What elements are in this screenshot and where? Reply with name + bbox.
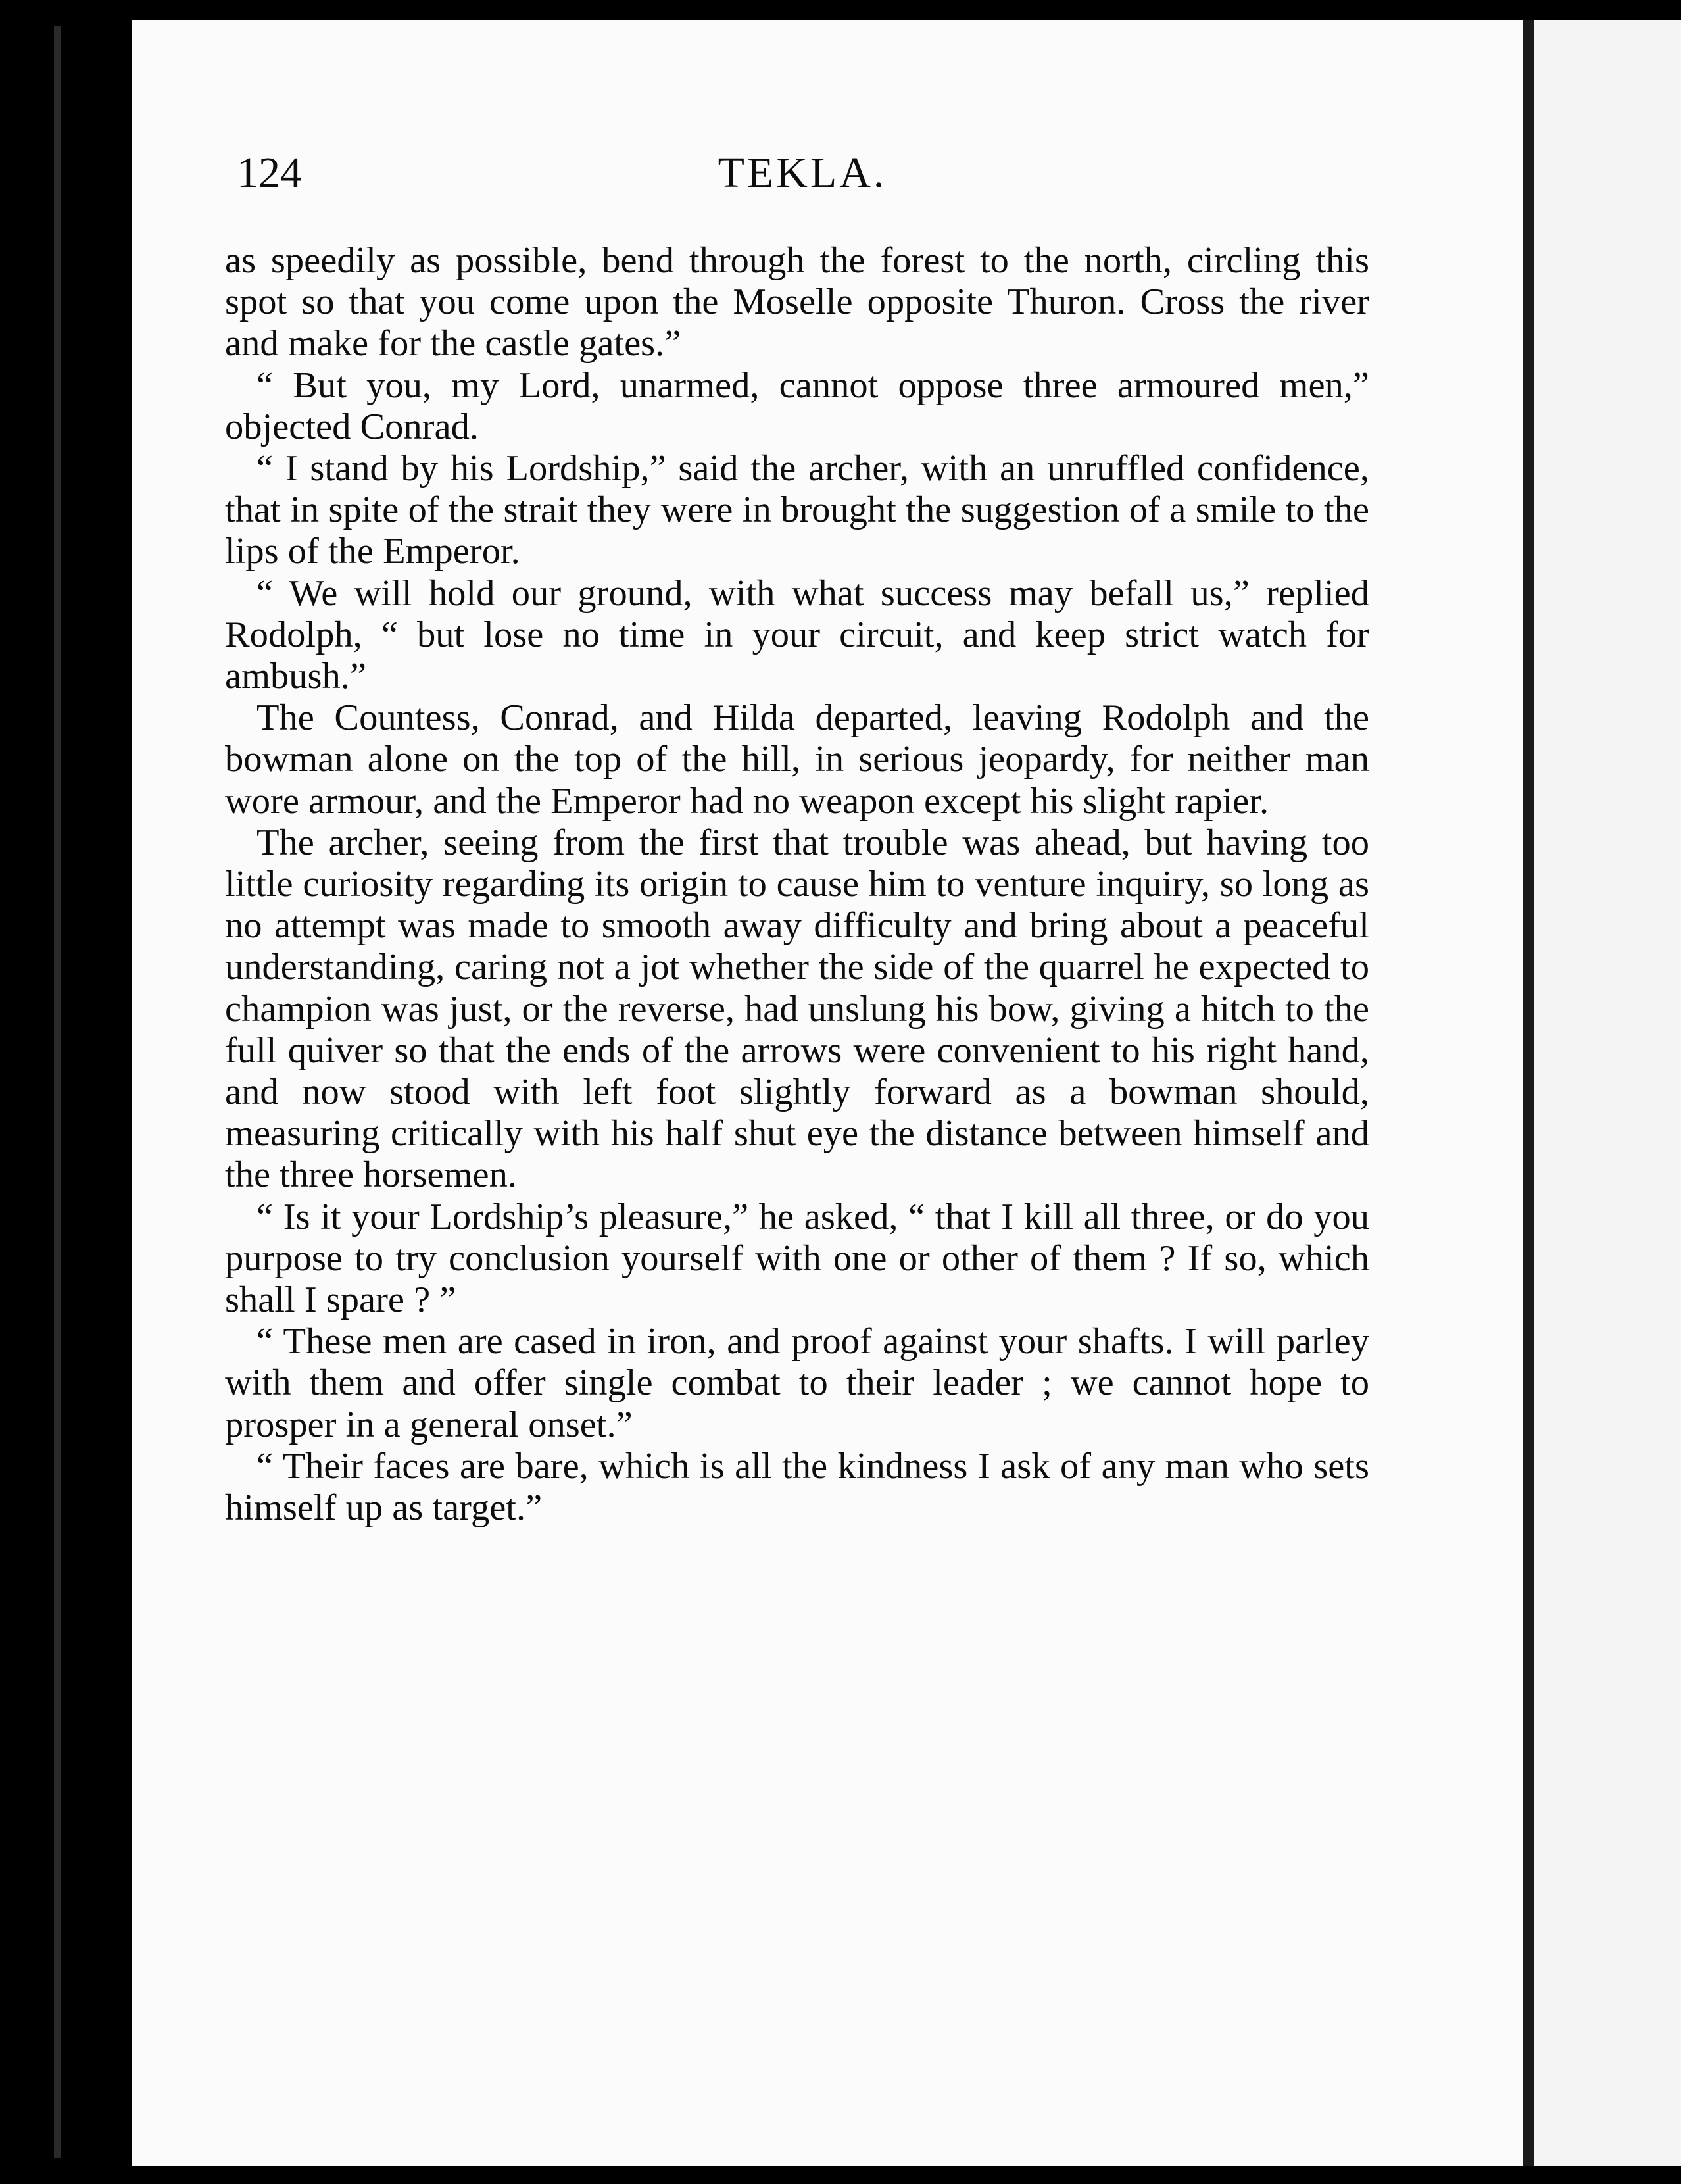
book-title: TEKLA. xyxy=(718,149,887,197)
running-head xyxy=(237,148,1368,207)
paragraph: “ We will hold our ground, with what success may befall us,” replied Rodolph, “ but lose no time in your circuit, and keep strict watch for ambush.” xyxy=(225,572,1369,697)
paragraph: “ These men are cased in iron, and proof against your shafts. I will parley with them and offer single combat to their leader ; we cannot hope to prosper in a general onset.” xyxy=(225,1321,1369,1445)
page-gutter-shadow xyxy=(1523,20,1534,2166)
page-body-text xyxy=(225,240,1369,1529)
paragraph: The archer, seeing from the first that trouble was ahead, but having too little curiosity regarding its origin to cause him to venture inquiry, so long as no attempt was made to smooth away difficulty and bring about a peaceful understanding, caring not a jot whether the side of the quarrel he expected to champion was just, or the reverse, had unslung his bow, giving a hitch to the full quiver so that the ends of the arrows were convenient to his right hand, and now stood with left foot slightly forward as a bowman should, measuring critically with his half shut eye the distance between himself and the three horsemen. xyxy=(225,822,1369,1196)
paragraph: “ Is it your Lordship’s pleasure,” he asked, “ that I kill all three, or do you purpose to try conclusion yourself with one or other of them ? If so, which shall I spare ? ” xyxy=(225,1196,1369,1321)
paragraph: “ I stand by his Lordship,” said the archer, with an unruffled confidence, that in spite of the strait they were in brought the suggestion of a smile to the lips of the Emperor. xyxy=(225,448,1369,572)
adjacent-page-edge xyxy=(1534,20,1681,2166)
paragraph: The Countess, Conrad, and Hilda departed, leaving Rodolph and the bowman alone on the top of the hill, in serious jeopardy, for neither man wore armour, and the Emperor had no weapon except his slight rapier. xyxy=(225,697,1369,822)
paragraph: “ But you, my Lord, unarmed, cannot oppose three armoured men,” objected Conrad. xyxy=(225,364,1369,447)
page-number: 124 xyxy=(237,149,302,197)
binding-stripe xyxy=(54,26,61,2158)
book-binding-edge xyxy=(0,0,132,2184)
paragraph: “ Their faces are bare, which is all the kindness I ask of any man who sets himself up as target.” xyxy=(225,1445,1369,1529)
paragraph: as speedily as possible, bend through the forest to the north, circling this spot so that you come upon the Moselle opposite Thuron. Cross the river and make for the castle gates.” xyxy=(225,240,1369,364)
